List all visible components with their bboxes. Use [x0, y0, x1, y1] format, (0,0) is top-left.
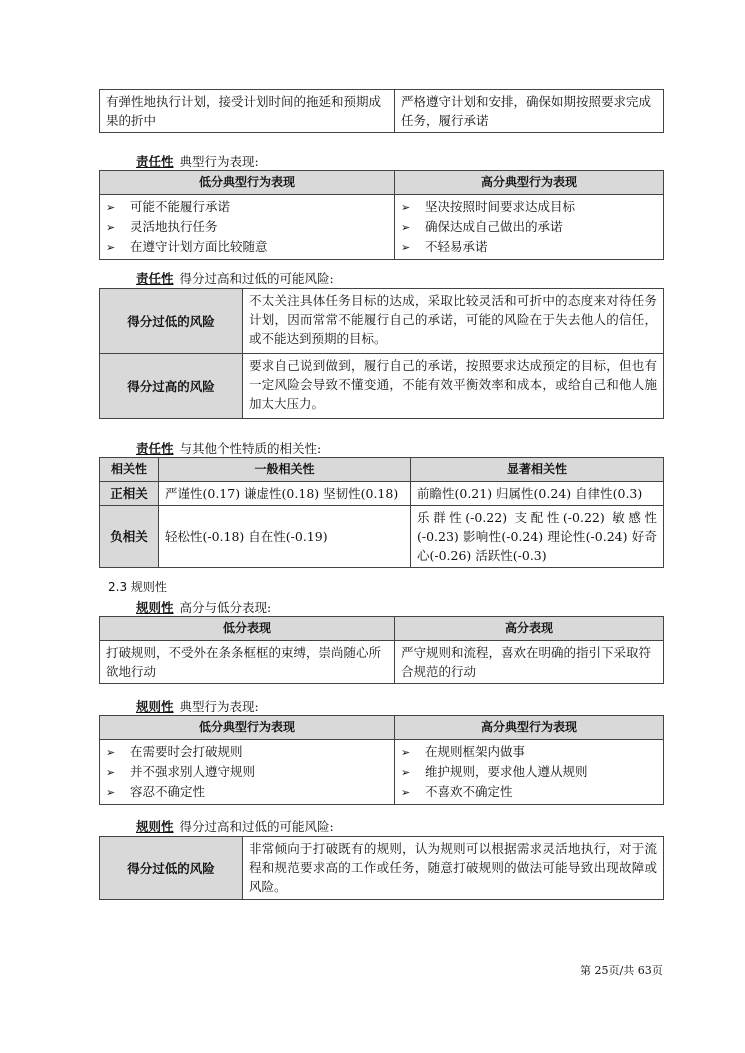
- list-item: [401, 197, 657, 217]
- high-low-table-rules: [99, 616, 664, 684]
- heading-text: 典型行为表现:: [179, 699, 259, 714]
- low-cell: 有弹性地执行计划，接受计划时间的拖延和预期成果的折中: [100, 90, 395, 133]
- table-row: [100, 90, 664, 133]
- heading-text: 得分过高和过低的可能风险:: [179, 271, 334, 286]
- list-item: [106, 237, 388, 257]
- list-item: [401, 782, 657, 802]
- table-row: [100, 740, 664, 805]
- heading-keyword: 责任性: [136, 441, 174, 456]
- risk-label-high: 得分过高的风险: [100, 354, 243, 419]
- general-col-header: 一般相关性: [159, 458, 411, 482]
- section-heading: [136, 598, 271, 616]
- high-list: [395, 740, 664, 805]
- arrowhead-bullet-icon: ➢: [401, 221, 411, 234]
- list-item-text: 可能不能履行承诺: [130, 199, 231, 214]
- high-list: [395, 195, 664, 260]
- low-header: 低分典型行为表现: [100, 171, 395, 195]
- risk-table-responsibility: [99, 288, 664, 419]
- section-heading: [136, 152, 259, 170]
- heading-keyword: 责任性: [136, 271, 174, 286]
- list-item-text: 容忍不确定性: [130, 784, 206, 799]
- low-header: 低分表现: [100, 617, 395, 641]
- heading-text: 典型行为表现:: [179, 154, 259, 169]
- low-cell: 打破规则，不受外在条条框框的束缚，崇尚随心所欲地行动: [100, 641, 395, 684]
- continuation-table: [99, 89, 664, 133]
- table-row: [100, 837, 664, 900]
- arrowhead-bullet-icon: ➢: [401, 241, 411, 254]
- correlation-table: [99, 457, 664, 568]
- heading-text: 得分过高和过低的可能风险:: [179, 819, 334, 834]
- list-item-text: 不喜欢不确定性: [425, 784, 513, 799]
- arrowhead-bullet-icon: ➢: [106, 221, 116, 234]
- risk-text-high: 要求自己说到做到，履行自己的承诺，按照要求达成预定的目标，但也有一定风险会导致不懂变通，不能有效平衡效率和成本，或给自己和他人施加太大压力。: [243, 354, 664, 419]
- heading-keyword: 责任性: [136, 154, 174, 169]
- risk-text-low: 非常倾向于打破既有的规则，认为规则可以根据需求灵活地执行，对于流程和规范要求高的工作或任务，随意打破规则的做法可能导致出现故障或风险。: [243, 837, 664, 900]
- table-row: [100, 195, 664, 260]
- list-item-text: 并不强求别人遵守规则: [130, 764, 256, 779]
- heading-text: 高分与低分表现:: [179, 600, 272, 615]
- high-header: 高分典型行为表现: [395, 171, 664, 195]
- list-item-text: 在遵守计划方面比较随意: [130, 239, 268, 254]
- table-row: [100, 506, 664, 568]
- arrowhead-bullet-icon: ➢: [401, 201, 411, 214]
- negative-general: 轻松性(-0.18) 自在性(-0.19): [159, 506, 411, 568]
- heading-text: 与其他个性特质的相关性:: [179, 441, 322, 456]
- list-item: [106, 197, 388, 217]
- high-header: 高分典型行为表现: [395, 716, 664, 740]
- list-item: [106, 782, 388, 802]
- significant-col-header: 显著相关性: [411, 458, 664, 482]
- arrowhead-bullet-icon: ➢: [401, 766, 411, 779]
- arrowhead-bullet-icon: ➢: [106, 746, 116, 759]
- table-row: [100, 641, 664, 684]
- high-cell: 严守规则和流程，喜欢在明确的指引下采取符合规范的行动: [395, 641, 664, 684]
- arrowhead-bullet-icon: ➢: [106, 766, 116, 779]
- high-cell: 严格遵守计划和安排，确保如期按照要求完成任务，履行承诺: [395, 90, 664, 133]
- list-item-text: 维护规则，要求他人遵从规则: [425, 764, 588, 779]
- section-heading: [136, 697, 259, 715]
- list-item-text: 灵活地执行任务: [130, 219, 218, 234]
- risk-label-low: 得分过低的风险: [100, 837, 243, 900]
- behavior-table-responsibility: [99, 170, 664, 260]
- list-item-text: 确保达成自己做出的承诺: [425, 219, 563, 234]
- arrowhead-bullet-icon: ➢: [106, 241, 116, 254]
- arrowhead-bullet-icon: ➢: [106, 786, 116, 799]
- negative-significant: 乐群性(-0.22) 支配性(-0.22) 敏感性(-0.23) 影响性(-0.24) 理论性(-0.24) 好奇心(-0.26) 活跃性(-0.3): [411, 506, 664, 568]
- heading-keyword: 规则性: [136, 699, 174, 714]
- positive-general: 严谨性(0.17) 谦虚性(0.18) 坚韧性(0.18): [159, 482, 411, 506]
- risk-label-low: 得分过低的风险: [100, 289, 243, 354]
- risk-text-low: 不太关注具体任务目标的达成，采取比较灵活和可折中的态度来对待任务计划，因而常常不能履行自己的承诺，可能的风险在于失去他人的信任，或不能达到预期的目标。: [243, 289, 664, 354]
- list-item: [106, 762, 388, 782]
- section-heading: [136, 269, 334, 287]
- list-item: [401, 762, 657, 782]
- table-header-row: [100, 171, 664, 195]
- positive-significant: 前瞻性(0.21) 归属性(0.24) 自律性(0.3): [411, 482, 664, 506]
- correlation-col-header: 相关性: [100, 458, 159, 482]
- section-heading: [136, 439, 321, 457]
- high-header: 高分表现: [395, 617, 664, 641]
- risk-table-rules: [99, 836, 664, 900]
- section-title: 2.3 规则性: [108, 580, 167, 594]
- list-item: [106, 742, 388, 762]
- list-item: [401, 742, 657, 762]
- list-item: [401, 217, 657, 237]
- list-item: [401, 237, 657, 257]
- list-item-text: 在规则框架内做事: [425, 744, 526, 759]
- arrowhead-bullet-icon: ➢: [401, 786, 411, 799]
- table-header-row: [100, 617, 664, 641]
- low-list: [100, 195, 395, 260]
- table-header-row: [100, 716, 664, 740]
- heading-keyword: 规则性: [136, 819, 174, 834]
- table-header-row: [100, 458, 664, 482]
- arrowhead-bullet-icon: ➢: [106, 201, 116, 214]
- positive-label: 正相关: [100, 482, 159, 506]
- list-item: [106, 217, 388, 237]
- table-row: [100, 354, 664, 419]
- table-row: [100, 482, 664, 506]
- behavior-table-rules: [99, 715, 664, 805]
- low-header: 低分典型行为表现: [100, 716, 395, 740]
- page-number: 第 25页/共 63页: [580, 964, 663, 977]
- section-heading: [136, 817, 334, 835]
- low-list: [100, 740, 395, 805]
- heading-keyword: 规则性: [136, 600, 174, 615]
- arrowhead-bullet-icon: ➢: [401, 746, 411, 759]
- list-item-text: 不轻易承诺: [425, 239, 488, 254]
- table-row: [100, 289, 664, 354]
- list-item-text: 坚决按照时间要求达成目标: [425, 199, 576, 214]
- negative-label: 负相关: [100, 506, 159, 568]
- list-item-text: 在需要时会打破规则: [130, 744, 243, 759]
